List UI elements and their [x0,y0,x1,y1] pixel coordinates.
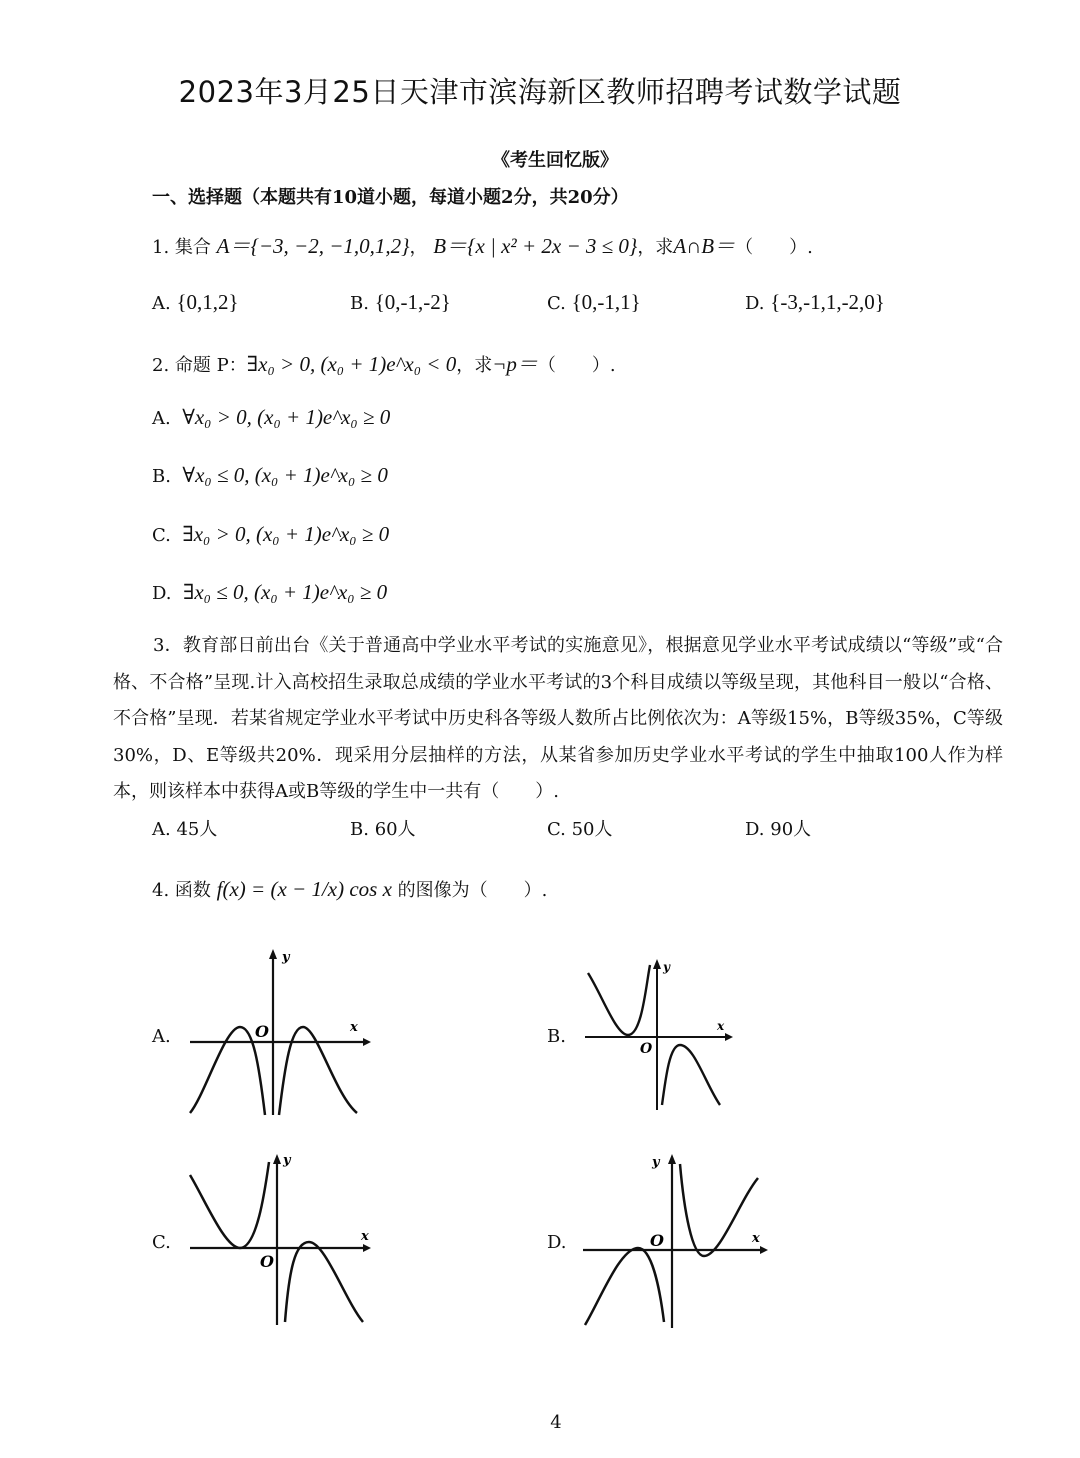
x-axis-arrow-icon [363,1038,371,1046]
y-axis-arrow-icon [273,1154,281,1164]
y-axis-arrow-icon [653,959,661,969]
option-value: 90人 [770,819,812,840]
y-axis-label: y [283,1153,291,1168]
q1-option-a[interactable] [152,290,239,315]
option-label: A. [152,408,171,429]
option-value: 45人 [176,819,218,840]
option-label: B. [152,466,171,487]
y-axis-arrow-icon [269,949,277,959]
y-axis-arrow-icon [668,1154,676,1164]
origin-label: O [650,1231,664,1250]
q2-paren: （ ）. [537,355,616,376]
q3-option-a[interactable] [152,815,217,841]
q4-lead: 函数 [174,880,211,901]
option-value: {-3,-1,1,-2,0} [770,290,885,314]
curve-left [588,965,650,1035]
q4-graph-c[interactable] [185,1150,375,1330]
option-label: B. [350,819,369,840]
curve-right [662,1045,720,1105]
q2-option-d[interactable] [152,580,387,605]
q4-graph-d[interactable] [580,1150,770,1330]
option-value: ∃x₀ > 0, (x₀ + 1)e^x₀ ≥ 0 [182,522,390,546]
curve-left [585,1248,664,1325]
question-3: 3．教育部日前出台《关于普通高中学业水平考试的实施意见》，根据意见学业水平考试成绩以“等级”或“合格、不合格”呈现.计入高校招生录取总成绩的学业水平考试的3个科目成绩以等级呈现，其他科目一般以“合格、不合格”呈现．若某省规定学业水平考试中历史科各等级人数所占比例依次为：A等级15%，B等级35%，C等级30%，D、E等级共20%．现采用分层抽样的方法，从某省参加历史学业水平考试的学生中抽取100人作为样本，则该样本中获得A或B等级的学生中一共有（ ）. [113,635,1003,803]
q4-graph-b[interactable] [580,955,740,1115]
q1-set-a: A＝{−3, −2, −1,0,1,2} [216,234,410,258]
q2-option-b[interactable] [152,463,388,488]
option-label: A. [152,293,171,314]
curve-left [190,1027,265,1115]
q1-paren: （ ）. [735,237,813,258]
page-title: 2023年3月25日天津市滨海新区教师招聘考试数学试题 [178,75,902,109]
q4-number: 4. [152,880,170,901]
option-value: 50人 [571,819,613,840]
section-heading: 一、选择题（本题共有10道小题，每道小题2分，共20分） [152,187,629,208]
curve-left [190,1162,269,1248]
page-subtitle: 《考生回忆版》 [492,150,618,171]
option-value: ∀x₀ > 0, (x₀ + 1)e^x₀ ≥ 0 [182,405,391,429]
q2-number: 2. [152,355,170,376]
question-2 [152,348,616,378]
q1-set-b: B＝{x | x² + 2x − 3 ≤ 0} [433,234,638,258]
option-value: {0,1,2} [176,290,239,314]
q2-lead: 命题 P： [174,355,247,376]
q1-ask: ，求 [637,237,674,258]
question-1 [152,230,813,260]
x-axis-arrow-icon [725,1033,733,1041]
q3-option-b[interactable] [350,815,416,841]
option-label: A. [152,819,171,840]
q1-number: 1. [152,237,170,258]
q4-graph-c-label[interactable]: C. [152,1232,171,1253]
q3-option-c[interactable] [547,815,613,841]
option-value: {0,-1,1} [571,290,641,314]
option-label: D. [745,293,765,314]
origin-label: O [640,1041,653,1057]
q2-prop: ∃x₀ > 0, (x₀ + 1)e^x₀ < 0 [246,352,457,376]
option-label: D. [152,583,172,604]
q1-expr: A∩B＝ [673,234,736,258]
option-value: 60人 [374,819,416,840]
origin-label: O [260,1252,274,1271]
x-axis-label: x [350,1020,358,1035]
q4-func: f(x) = (x − 1/x) cos x [216,877,392,901]
x-axis-arrow-icon [363,1244,371,1252]
option-value: ∃x₀ ≤ 0, (x₀ + 1)e^x₀ ≥ 0 [182,580,388,604]
q1-option-b[interactable] [350,290,451,315]
q2-ask: ，求 [456,355,493,376]
y-axis-label: y [652,1155,660,1170]
q1-option-c[interactable] [547,290,641,315]
x-axis-label: x [717,1019,725,1033]
q2-expr: ¬p＝ [492,352,538,376]
option-label: C. [547,819,566,840]
option-label: D. [745,819,765,840]
curve-right [279,1027,357,1115]
q4-graph-d-label[interactable]: D. [547,1232,567,1253]
option-value: {0,-1,-2} [374,290,451,314]
q1-lead: 集合 [174,237,211,258]
q4-graph-b-label[interactable]: B. [547,1026,566,1047]
origin-label: O [255,1022,269,1041]
page-number: 4 [550,1412,562,1433]
y-axis-label: y [282,950,290,965]
q3-option-d[interactable] [745,815,811,841]
q1-sep: ， [409,237,428,258]
x-axis-arrow-icon [760,1246,768,1254]
x-axis-label: x [752,1231,760,1246]
curve-right [680,1164,758,1256]
q4-tail: 的图像为（ ）. [397,880,548,901]
option-label: C. [152,525,171,546]
q2-option-c[interactable] [152,522,389,547]
q2-option-a[interactable] [152,405,390,430]
q1-option-d[interactable] [745,290,885,315]
q4-graph-a[interactable] [185,945,375,1125]
y-axis-label: y [663,960,670,974]
option-value: ∀x₀ ≤ 0, (x₀ + 1)e^x₀ ≥ 0 [182,463,388,487]
x-axis-label: x [361,1229,369,1244]
q4-graph-a-label[interactable]: A. [152,1026,171,1047]
question-4 [152,876,547,902]
option-label: C. [547,293,566,314]
option-label: B. [350,293,369,314]
curve-right [285,1242,363,1322]
